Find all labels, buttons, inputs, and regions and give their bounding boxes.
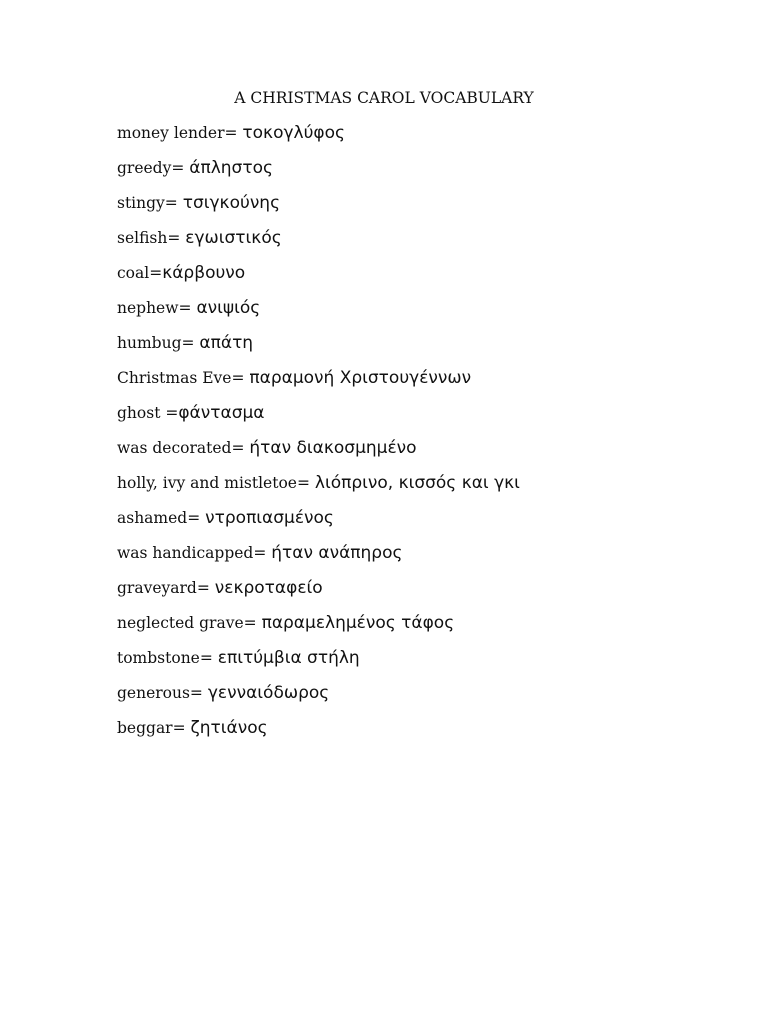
greek-translation: λιόπρινο, κισσός και γκι bbox=[314, 473, 520, 493]
greek-translation: επιτύμβια στήλη bbox=[217, 648, 360, 668]
greek-translation: νεκροταφείο bbox=[214, 578, 323, 598]
vocab-entry bbox=[117, 331, 520, 366]
vocab-entry bbox=[117, 261, 520, 296]
greek-translation: ζητιάνος bbox=[190, 718, 268, 738]
english-term: stingy= bbox=[117, 194, 178, 212]
english-term: generous= bbox=[117, 684, 203, 702]
english-term: ashamed= bbox=[117, 509, 201, 527]
vocab-entry bbox=[117, 716, 520, 751]
vocab-entry bbox=[117, 541, 520, 576]
vocab-entry bbox=[117, 646, 520, 681]
english-term: nephew= bbox=[117, 299, 192, 317]
vocab-entry bbox=[117, 436, 520, 471]
greek-translation: παραμονή Χριστουγέννων bbox=[249, 368, 472, 388]
vocab-entry bbox=[117, 191, 520, 226]
vocab-entry bbox=[117, 296, 520, 331]
vocabulary-list bbox=[117, 121, 520, 751]
english-term: selfish= bbox=[117, 229, 181, 247]
greek-translation: κάρβουνο bbox=[162, 263, 246, 283]
greek-translation: τοκογλύφος bbox=[242, 123, 346, 143]
vocab-entry bbox=[117, 681, 520, 716]
greek-translation: εγωιστικός bbox=[185, 228, 282, 248]
english-term: was handicapped= bbox=[117, 544, 267, 562]
english-term: coal= bbox=[117, 264, 163, 282]
vocab-entry bbox=[117, 401, 520, 436]
greek-translation: απάτη bbox=[199, 333, 254, 353]
greek-translation: παραμελημένος τάφος bbox=[261, 613, 455, 633]
greek-translation: ντροπιασμένος bbox=[205, 508, 334, 528]
vocab-entry bbox=[117, 121, 520, 156]
english-term: neglected grave= bbox=[117, 614, 257, 632]
vocab-entry bbox=[117, 226, 520, 261]
vocab-entry bbox=[117, 366, 520, 401]
page-title: A CHRISTMAS CAROL VOCABULARY bbox=[234, 89, 534, 107]
english-term: humbug= bbox=[117, 334, 195, 352]
greek-translation: ανιψιός bbox=[196, 298, 261, 318]
english-term: Christmas Eve= bbox=[117, 369, 245, 387]
english-term: holly, ivy and mistletoe= bbox=[117, 474, 310, 492]
vocab-entry bbox=[117, 576, 520, 611]
vocab-entry bbox=[117, 506, 520, 541]
english-term: graveyard= bbox=[117, 579, 210, 597]
vocab-entry bbox=[117, 611, 520, 646]
greek-translation: άπληστος bbox=[189, 158, 273, 178]
greek-translation: τσιγκούνης bbox=[182, 193, 281, 213]
english-term: tombstone= bbox=[117, 649, 213, 667]
english-term: was decorated= bbox=[117, 439, 245, 457]
english-term: greedy= bbox=[117, 159, 185, 177]
greek-translation: γενναιόδωρος bbox=[207, 683, 330, 703]
english-term: ghost = bbox=[117, 404, 179, 422]
vocab-entry bbox=[117, 156, 520, 191]
greek-translation: ήταν διακοσμημένο bbox=[249, 438, 417, 458]
greek-translation: ήταν ανάπηρος bbox=[271, 543, 403, 563]
greek-translation: φάντασμα bbox=[178, 403, 265, 423]
vocab-entry bbox=[117, 471, 520, 506]
english-term: money lender= bbox=[117, 124, 238, 142]
english-term: beggar= bbox=[117, 719, 186, 737]
